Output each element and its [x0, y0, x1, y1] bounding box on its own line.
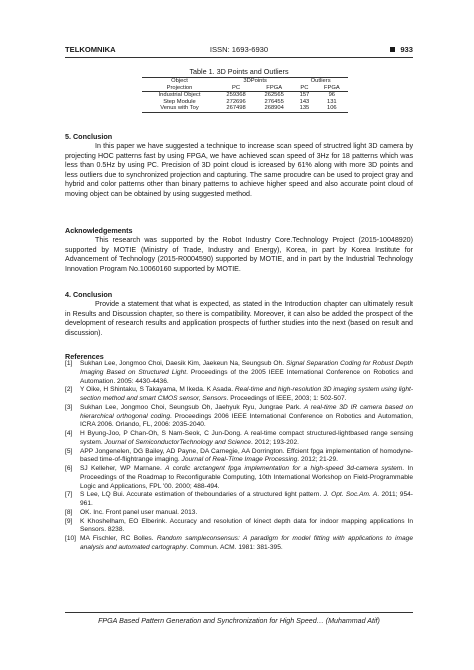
reference-item: [65, 491, 413, 509]
reference-item: [65, 465, 413, 491]
reference-number: [8]: [65, 508, 73, 516]
reference-text: MA Fischler, RC Bolles.: [80, 535, 157, 542]
table-cell: 262565: [264, 92, 284, 99]
conclusion-paragraph-2: Provide a statement that what is expected, as stated in the Introduction chapter can ultimately result in Results and Discussion chapter, so there is compatibility. Moreover, it can also be added the prospect of the development of research results and application prospects of further studies into the next (based on result and discussion).: [65, 300, 413, 337]
running-footer: FPGA Based Pattern Generation and Synchronization for High Speed… (Muhammad Atif): [98, 617, 380, 625]
table-cell: 106: [316, 105, 348, 112]
header-rule: [65, 57, 413, 58]
table-cell: Industrial Object: [158, 92, 201, 99]
table-subheader: PC: [217, 85, 255, 92]
reference-text: K Khoshelham, EO Elberink. Accuracy and resolution of kinect depth data for indoor mapping applications In Sensors. 8238.: [80, 517, 413, 534]
reference-number: [7]: [65, 491, 73, 499]
reference-item: [65, 430, 413, 448]
table-cell: 276455: [264, 98, 284, 105]
reference-source: . 2011; 954-961.: [80, 491, 413, 507]
reference-title: J. Opt. Soc.Am. A: [323, 491, 378, 499]
table-cell: 157: [299, 92, 310, 99]
journal-name: TELKOMNIKA: [65, 45, 116, 54]
table-header-object: Object: [142, 78, 217, 85]
reference-number: [5]: [65, 447, 73, 455]
footer-rule: [65, 612, 413, 613]
reference-text: H Byung-Joo, P Chan-Oh, S Nam-Seok, C Jun-Dong. A real-time compact structured-lightbased range sensing system.: [80, 430, 413, 446]
table-cell: Step Module: [163, 98, 196, 105]
table-cell: 259368: [226, 92, 246, 99]
reference-number: [3]: [65, 403, 73, 411]
table-header-outliers: Outliers: [293, 78, 348, 85]
reference-text: APP Jongenelen, DG Bailey, AD Payne, DA Carnegie, AA Dorrington. Effcient fpga implementation of homodyne-based time-of-flightrange imaging.: [80, 447, 413, 464]
reference-title: Signal Separation Coding for Robust Depth Imaging Based on Structured Light: [80, 360, 413, 376]
reference-item: [65, 518, 413, 536]
reference-item: [65, 509, 413, 518]
table-cell: 272696: [226, 98, 246, 105]
results-table: [142, 77, 348, 113]
reference-title: Real-time and high-resolution 3D imaging system using light-section method and smart CMOS sensor, Sensors: [80, 386, 414, 402]
reference-source: . 2012; 21-29.: [297, 456, 338, 464]
page-number-text: 933: [400, 45, 413, 54]
table-cell: 96: [328, 92, 336, 99]
reference-source: . Proceedings of the 2005 IEEE International Conference on Robotics and Automation. 2005: 4430-4436.: [80, 368, 413, 385]
reference-source: . Proceedings 2006 IEEE International Conference on Robotics and Automation, ICRA 2006. Orlando, FL, 2006: 2035-2040.: [80, 412, 413, 429]
reference-item: [65, 535, 413, 553]
table-subheader: FPGA: [316, 85, 348, 92]
table-cell: 135: [293, 105, 315, 112]
reference-number: [1]: [65, 360, 73, 367]
reference-number: [9]: [65, 517, 73, 525]
reference-number: [10]: [65, 535, 76, 542]
reference-text: SJ Kelleher, WP Marnane.: [80, 465, 166, 472]
reference-item: [65, 386, 413, 404]
reference-source: . In Proceedings of the Roadmap to Reconfigurable Computing, 10th International Workshop on Field-Programmable Logic and Applications, FPL '00. 2000; 488-494.: [80, 465, 413, 490]
table-cell: 268904: [255, 105, 293, 112]
issn: ISSN: 1693-6930: [209, 45, 269, 54]
reference-title: A real-time 3D IR camera based on hierarchical orthogonal coding: [80, 403, 413, 420]
table-caption: Table 1. 3D Points and Outliers: [189, 67, 289, 76]
section-heading-conclusion: 5. Conclusion: [65, 132, 113, 141]
reference-text: Sukhan Lee, Jongmoo Choi, Seungsub Oh, Jaehyuk Ryu, Jungrae Park.: [80, 403, 304, 411]
reference-text: OK. Inc. Front panel user manual. 2013.: [80, 508, 198, 516]
reference-number: [4]: [65, 430, 73, 437]
reference-source: . 2012; 193-202.: [250, 438, 299, 446]
page-number: [390, 44, 413, 56]
table-row: [142, 99, 348, 106]
reference-title: A cordic arctangent fpga implementation for a high-speed 3d-camera system: [165, 465, 403, 472]
reference-title: Random sampleconsensus: A paradigm for model fitting with applications to image analysis and automated cartography: [80, 535, 414, 551]
acknowledgements-paragraph: This research was supported by the Robot Industry Core.Technology Project (2015-10048920) supported by MOTIE (Ministry of Trade, Industry and Energy), Korea, in part by Korea Institute for Advancement of Technology (2015-R0004590) supported by MOTIE, and in part by the Industrial Technology Innovation Program No.10060160 supported by MOTIE.: [65, 236, 413, 273]
table-row: [142, 92, 348, 99]
square-bullet-icon: [390, 47, 395, 52]
table-cell: 267498: [217, 105, 255, 112]
table-subheader: FPGA: [255, 85, 293, 92]
reference-text: S Lee, LQ Bui. Accurate estimation of theboundaries of a structured light pattern.: [80, 491, 324, 499]
reference-title: Journal of SemiconductorTechnology and Science: [104, 438, 251, 446]
reference-list: [65, 360, 413, 553]
reference-number: [2]: [65, 386, 73, 394]
table-subheader: PC: [293, 85, 315, 92]
running-header: [65, 44, 413, 56]
section-heading-references: References: [65, 352, 104, 361]
reference-item: [65, 404, 413, 430]
table-row: [142, 105, 348, 112]
reference-source: . Commun. ACM. 1981: 381-395.: [186, 543, 283, 551]
reference-item: [65, 360, 413, 386]
conclusion-paragraph: In this paper we have suggested a technique to increase scan speed of structred light 3D camera by projecting HOC patterns fast by using FPGA, we have achieved scan speed of 3Hz for 18 patterns which was less than 0.5Hz by using PC. Precision of 3D point cloud is icreased by 61% along with more 3D points and less outliers due to synchronized projection and capturing. The same procudre can be used to project gray and hybrid and color patterns other than binary patterns to achieve higher speed and also accurate point cloud of moving object can be obtained by using suggested method.: [65, 142, 413, 198]
reference-text: Y Oike, H Shintaku, S Takayama, M Ikeda. K Asada.: [80, 386, 235, 394]
table-cell: Venus with Toy: [142, 105, 217, 112]
reference-number: [6]: [65, 465, 73, 472]
section-heading-acknowledgements: Acknowledgements: [65, 226, 133, 235]
table-header-projection: Projection: [142, 85, 217, 92]
table-header-3dpoints: 3DPoints: [217, 78, 293, 85]
table-cell: 143: [299, 98, 310, 105]
reference-source: . Proceedings of IEEE, 2003; 1: 502-507.: [226, 395, 347, 402]
table-cell: 131: [326, 98, 337, 105]
section-heading-conclusion-2: 4. Conclusion: [65, 290, 113, 299]
reference-text: Sukhan Lee, Jongmoo Choi, Daesik Kim, Jaekeun Na, Seungsub Oh.: [80, 360, 286, 367]
reference-item: [65, 448, 413, 466]
reference-title: Journal of Real-Time Image Processing: [181, 456, 298, 464]
